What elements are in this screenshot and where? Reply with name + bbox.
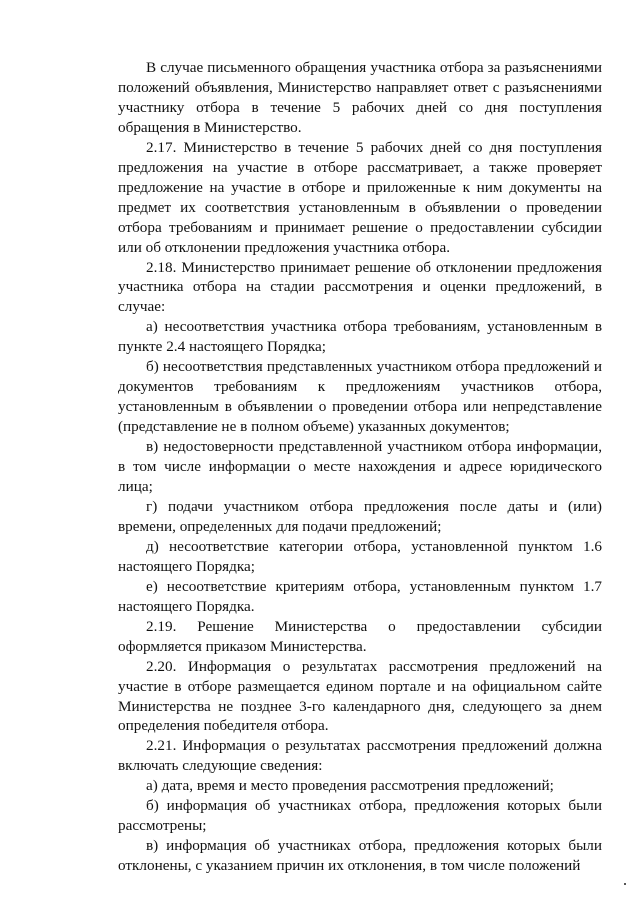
paragraph-2-18-v: в) недостоверности представленной участником отбора информации, в том числе информации о месте нахождения и адресе юридического лица; — [118, 438, 602, 496]
paragraph-2-21-v: в) информация об участниках отбора, предложения которых были отклонены, с указанием причин их отклонения, в том числе положений — [118, 837, 602, 875]
paragraph-2-18-b: б) несоответствия представленных участником отбора предложений и документов требованиям к предложениям участников отбора, установленным в объявлении о проведении отбора или непредставление (представление не в полном объеме) указанных документов; — [118, 358, 602, 436]
document-page — [118, 58, 602, 876]
paragraph-2-21: 2.21. Информация о результатах рассмотрения предложений должна включать следующие сведения: — [118, 737, 602, 775]
paragraph-2-20: 2.20. Информация о результатах рассмотрения предложений на участие в отборе размещается едином портале и на официальном сайте Министерства не позднее 3-го календарного дня, следующего за днем определения победителя отбора. — [118, 657, 602, 735]
paragraph-2-18-a: а) несоответствия участника отбора требованиям, установленным в пункте 2.4 настоящего Порядка; — [118, 318, 602, 356]
paragraph-clarification-reply: В случае письменного обращения участника отбора за разъяснениями положений объявления, Министерство направляет ответ с разъяснениями участнику отбора в течение 5 рабочих дней со дня поступления обращения в Министерство. — [118, 59, 602, 136]
paragraph-2-18: 2.18. Министерство принимает решение об отклонении предложения участника отбора на стадии рассмотрения и оценки предложений, в случае: — [118, 258, 602, 316]
paragraph-2-21-a: а) дата, время и место проведения рассмотрения предложений; — [146, 777, 554, 795]
paragraph-2-17: 2.17. Министерство в течение 5 рабочих дней со дня поступления предложения на участие в отборе рассматривает, а также проверяет предложение на участие в отборе и приложенные к ним документы на предмет их соответствия установленным в объявлении о проведении отбора требованиям и принимает решение о предоставлении субсидии или об отклонении предложения участника отбора. — [118, 138, 602, 256]
scan-speck — [624, 883, 626, 885]
paragraph-2-19: 2.19. Решение Министерства о предоставлении субсидии оформляется приказом Министерства. — [118, 617, 602, 655]
paragraph-2-18-e: е) несоответствие критериям отбора, установленным пунктом 1.7 настоящего Порядка. — [118, 577, 602, 615]
paragraph-2-21-b: б) информация об участниках отбора, предложения которых были рассмотрены; — [118, 797, 602, 835]
paragraph-2-18-g: г) подачи участником отбора предложения после даты и (или) времени, определенных для подачи предложений; — [118, 497, 602, 535]
paragraph-2-18-d: д) несоответствие категории отбора, установленной пунктом 1.6 настоящего Порядка; — [118, 537, 602, 575]
